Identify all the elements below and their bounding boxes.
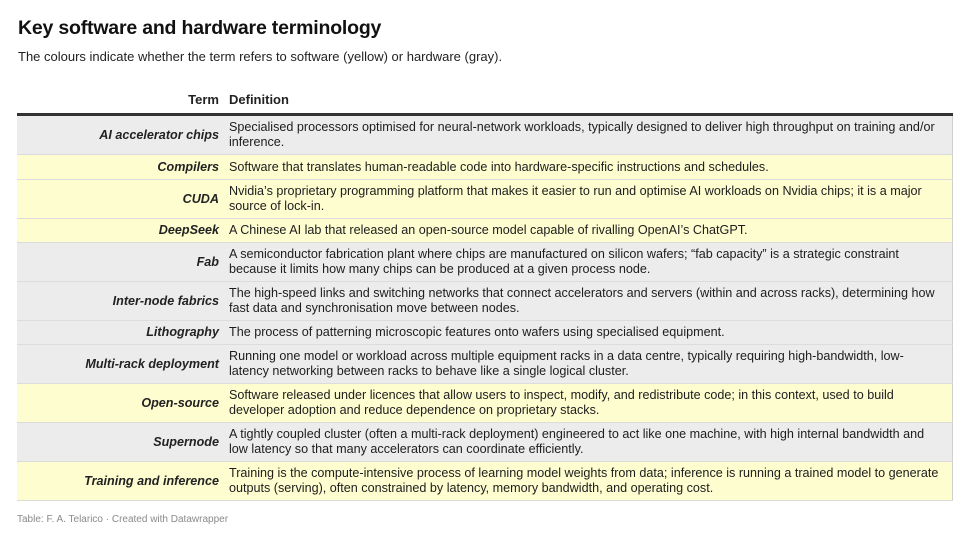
table-header [17,85,953,115]
term-cell: CUDA [17,180,229,219]
term-cell: AI accelerator chips [17,115,229,155]
table-row [17,384,953,423]
definition-cell: Nvidia’s proprietary programming platform that makes it easier to run and optimise AI workloads on Nvidia chips; it is a major source of lock-in. [229,180,953,219]
definition-cell: A tightly coupled cluster (often a multi-rack deployment) engineered to act like one machine, with high internal bandwidth and low latency so that many accelerators can coordinate efficiently. [229,423,953,462]
definition-cell: Software released under licences that allow users to inspect, modify, and redistribute code; in this context, used to build developer adoption and reduce dependence on proprietary stacks. [229,384,953,423]
term-cell: DeepSeek [17,219,229,243]
terminology-table [17,85,953,501]
table-header-row [17,85,953,115]
table-row [17,282,953,321]
definition-cell: Training is the compute-intensive process of learning model weights from data; inference is running a trained model to generate outputs (serving), often constrained by latency, memory bandwidth, and operating cost. [229,462,953,501]
term-cell: Inter-node fabrics [17,282,229,321]
definition-cell: The high-speed links and switching networks that connect accelerators and servers (within and across racks), determining how fast data and synchronisation move between nodes. [229,282,953,321]
term-cell: Open-source [17,384,229,423]
term-cell: Lithography [17,321,229,345]
table-body [17,115,953,501]
page-title: Key software and hardware terminology [18,17,382,39]
table-row [17,115,953,155]
term-cell: Supernode [17,423,229,462]
term-cell: Compilers [17,155,229,180]
source-credit: Table: F. A. Telarico · Created with Datawrapper [17,514,229,525]
term-cell: Fab [17,243,229,282]
table-row [17,219,953,243]
definition-cell: A semiconductor fabrication plant where chips are manufactured on silicon wafers; “fab capacity” is a strategic constraint because it limits how many chips can be produced at a given process node. [229,243,953,282]
table-row [17,345,953,384]
table-row [17,180,953,219]
definition-cell: Software that translates human-readable code into hardware-specific instructions and schedules. [229,155,953,180]
table-row [17,423,953,462]
table-row [17,155,953,180]
definition-cell: A Chinese AI lab that released an open-source model capable of rivalling OpenAI’s ChatGPT. [229,219,953,243]
table-row [17,321,953,345]
definition-cell: Running one model or workload across multiple equipment racks in a data centre, typically requiring high-bandwidth, low-latency networking between racks to behave like a single logical cluster. [229,345,953,384]
table-row [17,243,953,282]
table-row [17,462,953,501]
page-subtitle: The colours indicate whether the term refers to software (yellow) or hardware (gray). [18,49,503,64]
term-cell: Multi-rack deployment [17,345,229,384]
column-header-definition[interactable]: Definition [229,85,953,115]
term-cell: Training and inference [17,462,229,501]
definition-cell: Specialised processors optimised for neural-network workloads, typically designed to deliver high throughput on training and/or inference. [229,115,953,155]
terminology-table-container [17,85,953,501]
definition-cell: The process of patterning microscopic features onto wafers using specialised equipment. [229,321,953,345]
column-header-term[interactable]: Term [17,85,229,115]
